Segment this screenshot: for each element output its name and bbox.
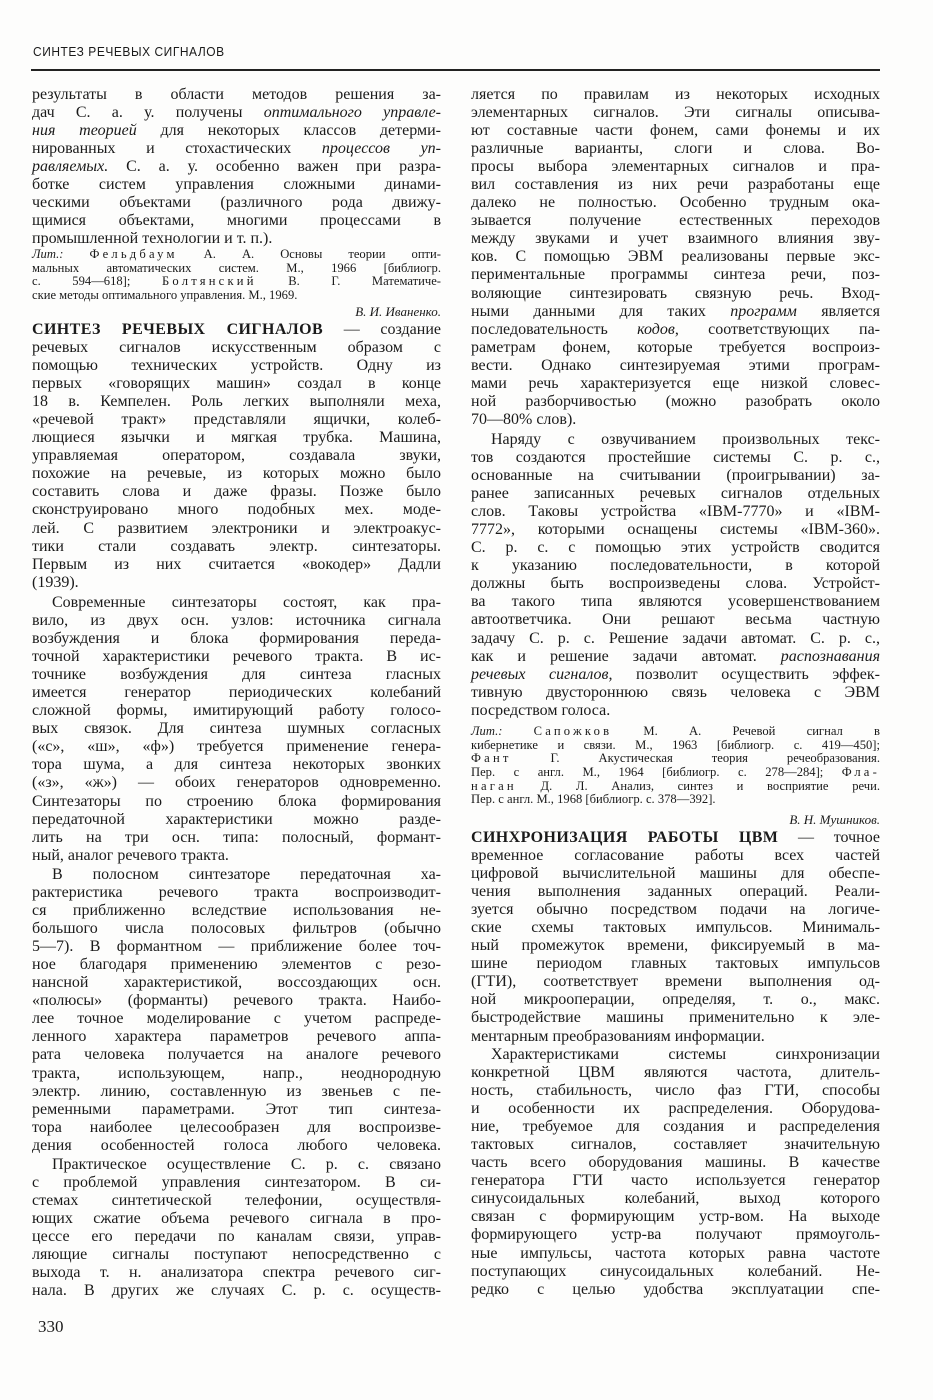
text-line: тов создаются простейшие системы С. р. с., — [471, 449, 880, 467]
text-line: тора наиболее целесообразен для воспроизве- — [32, 1118, 441, 1136]
text-line: похожие на речевые, из которых можно было — [32, 465, 441, 483]
text-line: к указанию последовательности, в которой — [471, 557, 880, 575]
text-line: («з», «ж») — обоих генераторов одновременно. — [32, 774, 441, 792]
italic-text: кодов — [637, 320, 675, 338]
text-line: нала. В других же случаях С. р. с. осуществ- — [32, 1282, 441, 1300]
author-signature — [32, 303, 441, 321]
cited-author: Фла- — [841, 765, 880, 780]
paragraph — [471, 431, 880, 720]
text-line: конкретной ЦВМ являются частота, длитель- — [471, 1064, 880, 1082]
text-line: первых «говорящих машин» создал в конце — [32, 375, 441, 393]
text-line: ся приближенно вследствие использования не- — [32, 902, 441, 920]
text-line: вести. Однако синтезируемая этими програм- — [471, 356, 880, 374]
text-line: тора шума, а для синтеза некоторых звонких — [32, 756, 441, 774]
text-line: ские методы оптимального управления. М., 1969. — [32, 288, 298, 303]
text-line: ва такого типа являются усовершенствованием — [471, 593, 880, 611]
text-line: зуется обычно посредством подачи на логиче- — [471, 901, 880, 919]
text-line: периментальные программы синтеза речи, поз- — [471, 266, 880, 284]
text-line — [471, 811, 880, 829]
text-line: поступающих синусоидальных колебаний. Не- — [471, 1262, 880, 1280]
text-line: рактеристика речевого тракта воспроизводит- — [32, 884, 441, 902]
text-line — [32, 104, 441, 122]
text-line: формирующего устр-ва получают прямоуголь- — [471, 1226, 880, 1244]
text-line: просы выбора элементарных сигналов и пра- — [471, 158, 880, 176]
text-line: лющиеся язычки и мягкая трубка. Машина, — [32, 429, 441, 447]
text-line: речевых сигналов искусственным образом с — [32, 339, 441, 357]
text-line: составить слова и даже фразы. Позже было — [32, 483, 441, 501]
italic-text: Лит.: — [32, 247, 90, 261]
text-line: тракта, использующем, напр., неоднородную — [32, 1064, 441, 1082]
text-line: воляющие синтезировать связную речь. Вход- — [471, 284, 880, 302]
text-span: Г. Акустическая теория речеобразования. — [511, 751, 880, 766]
text-line: («с», «ш», «ф») требуется применение генера- — [32, 738, 441, 756]
text-line: ние, требуемое для создания и распределения — [471, 1118, 880, 1136]
italic-text: Лит.: — [471, 724, 534, 738]
italic-text: программ — [730, 302, 797, 320]
text-line — [471, 829, 880, 847]
text-line: генератора ГТИ часто используется генератор — [471, 1172, 880, 1190]
paragraph — [32, 86, 441, 248]
text-line: Пер. с англ. М., 1968 [библиогр. с. 378—392]. — [471, 792, 716, 807]
text-line: шине периодом главных тактовых импульсов — [471, 955, 880, 973]
text-line — [471, 780, 880, 794]
text-line: (ГТИ), соответствует времени выполнения од- — [471, 973, 880, 991]
text-line: щимися объектами, многими процессами в — [32, 212, 441, 230]
text-line: далеко не полностью. Особенно трудным ока- — [471, 194, 880, 212]
text-line: раметрам фонем, которые требуется воспроиз- — [471, 338, 880, 356]
paragraph — [471, 86, 880, 429]
text-line: ранее записанных речевых сигналов отдельных — [471, 485, 880, 503]
text-line: электр. линию, составленную из звеньев с пе- — [32, 1082, 441, 1100]
text-span: М. А. Речевой сигнал в — [612, 724, 880, 738]
italic-text: В. И. Иваненко. — [355, 304, 441, 319]
text-line: Характеристиками системы синхронизации — [491, 1046, 880, 1063]
text-line: основанные на считывании (проигрывании) за- — [471, 467, 880, 485]
text-line: редко с целью удобства эксплуатации спе- — [471, 1280, 880, 1298]
text-line — [471, 648, 880, 666]
text-line — [32, 321, 441, 339]
text-line — [471, 321, 880, 339]
text-line — [32, 275, 441, 289]
text-line: ляющие сигналы поступают непосредственно с — [32, 1246, 441, 1264]
paragraph — [471, 829, 880, 1046]
bibliography — [471, 725, 880, 807]
text-line: 7772», которыми оснащены системы «IBM-360». — [471, 521, 880, 539]
text-line: с проблемой управления синтезатором. В си- — [32, 1174, 441, 1192]
text-line — [471, 303, 880, 321]
text-line: быстродействие машины применительно к эле- — [471, 1009, 880, 1027]
text-line: цифровой вычислительной машины для обеспе- — [471, 865, 880, 883]
text-line — [471, 666, 880, 684]
text-line: 5—7). В формантном — приближение более точ- — [32, 938, 441, 956]
text-line: слов. Таковы устройства «IBM-7770» и «IBM- — [471, 503, 880, 521]
text-span: нированных и стохастических — [32, 140, 322, 158]
text-line: ющих сжатие объема речевого сигнала в про- — [32, 1210, 441, 1228]
text-line — [471, 766, 880, 780]
header-rule — [31, 69, 880, 71]
text-line: 18 в. Кемпелен. Роль легких выполняли меха, — [32, 393, 441, 411]
cited-author: наган — [471, 778, 517, 793]
text-line: Синтезаторы по строению блока формирования — [32, 792, 441, 810]
text-span: Пер. с англ. М., 1964 [библиогр. с. 278—284]; — [471, 765, 842, 780]
text-line — [32, 248, 441, 262]
text-line: «речевой тракт» представляли ящички, колеб- — [32, 411, 441, 429]
paragraph — [471, 1046, 880, 1299]
text-line: тивную двустороннюю связь человека с ЭВМ — [471, 683, 880, 701]
text-line — [32, 140, 441, 158]
text-line: ность, стабильность, число фаз ГТИ, способы — [471, 1082, 880, 1100]
text-line: связан с формирующим устр-вом. На выходе — [471, 1208, 880, 1226]
text-line: лее точное моделирование с учетом распреде- — [32, 1010, 441, 1028]
text-line: лей. С развитием электроники и электроакус- — [32, 519, 441, 537]
text-span: В. Г. Математиче- — [256, 274, 441, 289]
text-line: тики стали создавать электр. синтезаторы. — [32, 537, 441, 555]
italic-text: равляемых. — [32, 158, 109, 176]
text-line: Первым из них считается «вокодер» Дадли — [32, 555, 441, 573]
text-line: Практическое осуществление С. р. с. связано — [52, 1156, 441, 1173]
text-line: кибернетике и связи. М., 1963 [библиогр. с. 419—450]; — [471, 737, 880, 752]
entry-headword: СИНХРОНИЗАЦИЯ РАБОТЫ ЦВМ — [471, 829, 779, 846]
text-line: зывается получение естественных переходов — [471, 212, 880, 230]
text-line: передаточной характеристики можно разде- — [32, 810, 441, 828]
paragraph — [32, 594, 441, 865]
text-span: позволит осуществить эффек- — [612, 665, 881, 683]
text-line: ный, аналог речевого тракта. — [32, 846, 229, 864]
text-line: ляется по правилам из некоторых исходных — [471, 86, 880, 103]
text-span: последовательность — [471, 320, 638, 338]
text-line: мами речь характеризуется еще низкой словес- — [471, 374, 880, 392]
text-line: ный промежуток времени, фиксируемый в ма- — [471, 937, 880, 955]
italic-text: оптимального управле- — [263, 104, 441, 122]
text-line: задачу С. р. с. Решение задачи автомат. С. р. с., — [471, 629, 880, 647]
text-line: выхода т. н. анализатора спектра речевого сиг- — [32, 1264, 441, 1282]
text-line: имеется генератор периодических колебаний — [32, 684, 441, 702]
text-line: временное согласование работы всех частей — [471, 847, 880, 865]
text-line: и особенности их распределения. Оборудова- — [471, 1100, 880, 1118]
italic-text: распознавания — [780, 647, 880, 665]
author-signature — [471, 811, 880, 829]
text-line: стемах синтетической телефонии, осуществля- — [32, 1192, 441, 1210]
paragraph — [32, 321, 441, 592]
cited-author: Сапожков — [533, 724, 613, 738]
paragraph — [32, 866, 441, 1155]
text-line — [32, 303, 441, 321]
text-line: В полосном синтезаторе передаточная ха- — [52, 866, 441, 883]
cited-author: Фельдбаум — [89, 247, 178, 261]
text-line: большого числа полосовых фильтров (обычно — [32, 920, 441, 938]
text-line: цессе его передачи по каналам связи, управ- — [32, 1228, 441, 1246]
text-line: ное благодаря применению элементов с резо- — [32, 956, 441, 974]
text-line: вых связок. Для синтеза шумных согласных — [32, 720, 441, 738]
text-line — [32, 158, 441, 176]
text-line: ной разборчивостью (можно разобрать около — [471, 392, 880, 410]
text-line: управляемая оператором, создавала звуки, — [32, 447, 441, 465]
text-line: нансной характеристикой, воссоздающих осн. — [32, 974, 441, 992]
text-line: ков. С помощью ЭВМ реализованы первые экс- — [471, 248, 880, 266]
text-line: дения особенностей голоса любого человека. — [32, 1136, 441, 1154]
italic-text: процессов уп- — [321, 140, 441, 158]
text-span: Д. Л. Анализ, синтез и восприятие речи. — [516, 778, 880, 793]
text-line: «полюсы» (форманты) речевого тракта. Наибо- — [32, 992, 441, 1010]
text-line: ческими объектами (различного рода движу- — [32, 194, 441, 212]
text-line — [471, 725, 880, 739]
text-line: должны быть воспроизведены слова. Устройст- — [471, 575, 880, 593]
text-line: точной характеристики речевого тракта. В ис- — [32, 648, 441, 666]
text-line: элементарных сигналов. Эти сигналы описыва- — [471, 104, 880, 122]
text-line: вил составления из них речи разработаны еще — [471, 176, 880, 194]
text-line: промышленной технологии и т. п.). — [32, 230, 273, 248]
text-line: 70—80% слов). — [471, 410, 577, 428]
text-line: сконструировано много подобных мех. моде- — [32, 501, 441, 519]
text-line: ременными параметрами. Этот тип синтеза- — [32, 1100, 441, 1118]
text-span: А. А. Основы теории опти- — [177, 247, 441, 261]
text-line: возбуждения и блока формирования переда- — [32, 630, 441, 648]
text-line: ной микрооперации, определяя, т. о., макс. — [471, 991, 880, 1009]
text-line: часть всего оборудования машины. В качестве — [471, 1154, 880, 1172]
text-line: лить на три осн. типа: полосный, формант- — [32, 828, 441, 846]
text-span: дач С. а. у. получены — [32, 104, 264, 122]
text-line — [32, 122, 441, 140]
text-span: является — [796, 302, 880, 320]
text-line: рата человека получается на аналоге речевого — [32, 1046, 441, 1064]
text-line: ские схемы тактовых импульсов. Минималь- — [471, 919, 880, 937]
italic-text: ния теорией — [32, 122, 137, 140]
text-span: , соответствующих па- — [674, 320, 880, 338]
text-line: между звуками и учет взаимного влияния зву- — [471, 230, 880, 248]
text-line: ют составные части фонем, сами фонемы и их — [471, 122, 880, 140]
text-line: результаты в области методов решения за- — [32, 86, 441, 103]
text-line: помощью технических устройств. Одну из — [32, 357, 441, 375]
text-line: посредством голоса. — [471, 701, 611, 719]
text-line: различные варианты, слоги и слова. Во- — [471, 140, 880, 158]
cited-author: Фант — [471, 751, 512, 766]
text-line: чения выполнения заданных операций. Реали- — [471, 883, 880, 901]
text-line: ботке систем управления сложными динами- — [32, 176, 441, 194]
text-line: тактовых сигналов, составляет значительную — [471, 1136, 880, 1154]
text-line: сложной формы, имитирующий работу голосо- — [32, 702, 441, 720]
text-line: Современные синтезаторы состоят, как пра- — [52, 594, 441, 611]
text-line: ментарным преобразованиям информации. — [471, 1027, 765, 1045]
text-span: как и решение задачи автомат. — [471, 647, 781, 665]
bibliography — [32, 248, 441, 303]
text-line: ленного характера параметров речевого аппа- — [32, 1028, 441, 1046]
paragraph — [32, 1156, 441, 1300]
cited-author: Болтянский — [161, 274, 257, 289]
text-span: с. 594—618]; — [32, 274, 162, 289]
text-span: ными данными для таких — [471, 302, 731, 320]
text-span: — создание — [323, 321, 441, 338]
text-line: мальных автоматических систем. М., 1966 [библиогр. — [32, 260, 441, 275]
text-line: вило, из двух осн. узлов: источника сигнала — [32, 612, 441, 630]
text-span: С. а. у. особенно важен при разра- — [108, 158, 441, 176]
text-line: (1939). — [32, 573, 79, 591]
text-span: — точное — [778, 829, 880, 846]
text-span: для некоторых классов детерми- — [136, 122, 442, 140]
text-line: Наряду с озвучиванием произвольных текс- — [491, 431, 880, 448]
italic-text: речевых сигналов, — [471, 665, 613, 683]
text-line: ные импульсы, частота которых равна частоте — [471, 1244, 880, 1262]
text-line: точнике возбуждения для синтеза гласных — [32, 666, 441, 684]
italic-text: В. Н. Мушников. — [789, 812, 880, 827]
text-line: автоответчика. Они решают весьма частную — [471, 611, 880, 629]
text-line: синусоидальных колебаний, выход которого — [471, 1190, 880, 1208]
text-line — [471, 752, 880, 766]
text-line: С. р. с. с помощью этих устройств сводится — [471, 539, 880, 557]
page-number: 330 — [38, 1317, 64, 1336]
entry-headword: СИНТЕЗ РЕЧЕВЫХ СИГНАЛОВ — [32, 321, 324, 338]
running-head: СИНТЕЗ РЕЧЕВЫХ СИГНАЛОВ — [33, 44, 225, 59]
